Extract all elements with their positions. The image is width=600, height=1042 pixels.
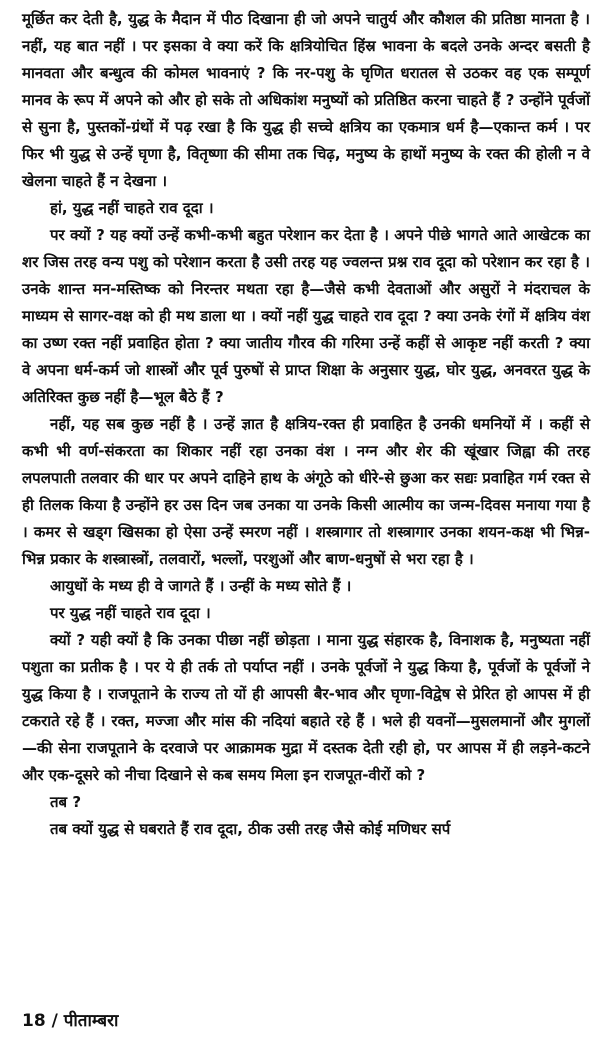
- paragraph: पर क्यों ? यह क्यों उन्हें कभी-कभी बहुत परेशान कर देता है । अपने पीछे भागते आते आखेटक का शर जिस तरह वन्य पशु को परेशान करता है उसी तरह यह ज्वलन्त प्रश्न राव दूदा को परेशान कर रहा है । उनके शान्त मन-मस्तिष्क को निरन्तर मथता रहा है—जैसे कभी देवताओं और असुरों ने मंदराचल के माध्यम से सागर-वक्ष को ही मथ डाला था । क्यों नहीं युद्ध चाहते राव दूदा ? क्या उनके रंगों में क्षत्रिय वंश का उष्ण रक्त नहीं प्रवाहित होता ? क्या जातीय गौरव की गरिमा उन्हें कहीं से आकृष्ट नहीं करती ? क्या वे अपना धर्म-कर्म जो शास्त्रों और पूर्व पुरुषों से प्राप्त शिक्षा के अनुसार युद्ध, घोर युद्ध, अनवरत युद्ध के अतिरिक्त कुछ नहीं है—भूल बैठे हैं ?: [22, 226, 590, 406]
- paragraph: मूर्छित कर देती है, युद्ध के मैदान में पीठ दिखाना ही जो अपने चातुर्य और कौशल की प्रतिष्ठा मानता है । नहीं, यह बात नहीं । पर इसका वे क्या करें कि क्षत्रियोचित हिंस्र भावना के बदले उनके अन्दर बसती है मानवता और बन्धुत्व की कोमल भावनाएं ? कि नर-पशु के घृणित धरातल से उठकर वह एक सम्पूर्ण मानव के रूप में अपने को और हो सके तो अधिकांश मनुष्यों को प्रतिष्ठित करना चाहते हैं ? उन्होंने पूर्वजों से सुना है, पुस्तकों-ग्रंथों में पढ़ रखा है कि युद्ध ही सच्चे क्षत्रिय का एकमात्र धर्म है—एकान्त कर्म । पर फिर भी युद्ध से उन्हें घृणा है, वितृष्णा की सीमा तक चिढ़, मनुष्य के हाथों मनुष्य के रक्त की होली न वे खेलना चाहते हैं न देखना ।: [22, 10, 590, 190]
- paragraph: हां, युद्ध नहीं चाहते राव दूदा ।: [50, 199, 214, 217]
- paragraph: पर युद्ध नहीं चाहते राव दूदा ।: [50, 604, 211, 622]
- paragraph: तब ?: [50, 793, 82, 811]
- paragraph: आयुधों के मध्य ही वे जागते हैं । उन्हीं के मध्य सोते हैं ।: [50, 577, 352, 595]
- paragraph: नहीं, यह सब कुछ नहीं है । उन्हें ज्ञात है क्षत्रिय-रक्त ही प्रवाहित है उनकी धमनियों में । कहीं से कभी भी वर्ण-संकरता का शिकार नहीं रहा उनका वंश । नग्न और शेर की खूंखार जिह्वा की तरह लपलपाती तलवार की धार पर अपने दाहिने हाथ के अंगूठे को धीरे-से छुआ कर सद्यः प्रवाहित गर्म रक्त से ही तिलक किया है उन्होंने हर उस दिन जब उनका या उनके किसी आत्मीय का जन्म-दिवस मनाया गया है । कमर से खड्ग खिसका हो ऐसा उन्हें स्मरण नहीं । शस्त्रागार तो शस्त्रागार उनका शयन-कक्ष भी भिन्न-भिन्न प्रकार के शस्त्रास्त्रों, तलवारों, भल्लों, परशुओं और बाण-धनुषों से भरा रहा है ।: [22, 415, 590, 568]
- paragraph: तब क्यों युद्ध से घबराते हैं राव दूदा, ठीक उसी तरह जैसे कोई मणिधर सर्प: [50, 820, 451, 838]
- paragraph: क्यों ? यही क्यों है कि उनका पीछा नहीं छोड़ता । माना युद्ध संहारक है, विनाशक है, मनुष्यता नहीं पशुता का प्रतीक है । पर ये ही तर्क तो पर्याप्त नहीं । उनके पूर्वजों ने युद्ध किया है, पूर्वजों के पूर्वजों ने युद्ध किया है । राजपूताने के राज्य तो यों ही आपसी बैर-भाव और घृणा-विद्वेष से प्रेरित हो आपस में ही टकराते रहे हैं । रक्त, मज्जा और मांस की नदियां बहाते रहे हैं । भले ही यवनों—मुसलमानों और मुगलों—की सेना राजपूताने के दरवाजे पर आक्रामक मुद्रा में दस्तक देती रही हो, पर आपस में ही लड़ने-कटने और एक-दूसरे को नीचा दिखाने से कब समय मिला इन राजपूत-वीरों को ?: [22, 631, 590, 784]
- page-footer: 18 / पीताम्बरा: [22, 1011, 119, 1031]
